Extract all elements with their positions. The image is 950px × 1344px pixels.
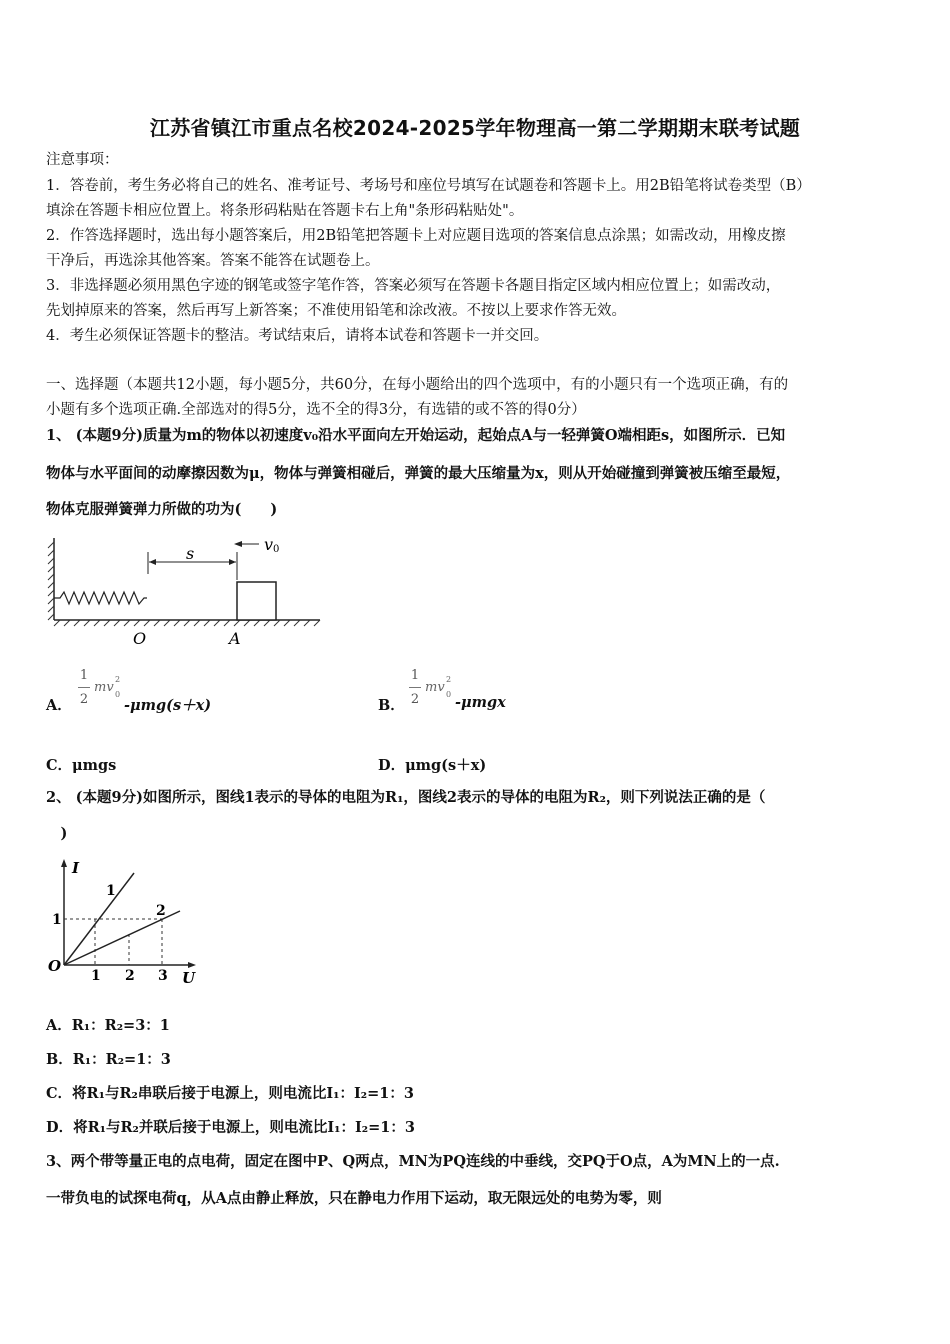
label-O: O [133, 629, 147, 648]
option-d[interactable]: D．将R₁与R₂并联后接于电源上，则电流比I₁：I₂=1：3 [46, 1119, 415, 1136]
x-tick-label: 3 [158, 968, 168, 984]
line-1-label: 1 [106, 883, 116, 899]
mv-sub: 0 [115, 690, 121, 699]
notice-line: 1．答卷前，考生务必将自己的姓名、准考证号、考场号和座位号填写在试题卷和答题卡上。用2B铅笔将试卷类型（B） [46, 178, 811, 194]
fraction-numerator: 1 [410, 668, 420, 683]
spring-block-figure [44, 530, 334, 650]
option-d[interactable]: D．μmg(s＋x) [378, 757, 487, 774]
mv-term: mv [425, 680, 445, 695]
fraction-bar [78, 687, 90, 688]
question-1-text: 1、 (本题9分)质量为m的物体以初速度v₀沿水平面向左开始运动，起始点A与一轻弹簧O端相距s，如图所示．已知 [46, 427, 786, 444]
x-tick-label: 2 [125, 968, 135, 984]
section-heading: 一、选择题（本题共12小题，每小题5分，共60分，在每小题给出的四个选项中，有的小题只有一个选项正确，有的 [46, 377, 789, 393]
iu-graph-figure [44, 855, 204, 990]
question-2-text: 2、 (本题9分)如图所示，图线1表示的导体的电阻为R₁，图线2表示的导体的电阻为R₂，则下列说法正确的是（ [46, 789, 766, 806]
fraction-bar [409, 687, 421, 688]
option-b-letter[interactable]: B． [378, 697, 405, 714]
section-heading: 小题有多个选项正确.全部选对的得5分，选不全的得3分，有选错的或不答的得0分） [46, 402, 586, 418]
notice-heading: 注意事项： [46, 152, 119, 168]
notice-line: 4．考生必须保证答题卡的整洁。考试结束后，请将本试卷和答题卡一并交回。 [46, 328, 549, 344]
axis-label-i: I [72, 859, 80, 877]
notice-line: 干净后，再选涂其他答案。答案不能答在试题卷上。 [46, 253, 380, 269]
label-A: A [229, 629, 241, 648]
origin-label: O [48, 957, 62, 975]
notice-line: 先划掉原来的答案，然后再写上新答案；不准使用铅笔和涂改液。不按以上要求作答无效。 [46, 303, 626, 319]
y-tick-label: 1 [52, 912, 62, 928]
page-title: 江苏省镇江市重点名校2024-2025学年物理高一第二学期期末联考试题 [149, 116, 801, 140]
graph-line-1 [64, 873, 134, 965]
option-c[interactable]: C．将R₁与R₂串联后接于电源上，则电流比I₁：I₂=1：3 [46, 1085, 414, 1102]
fraction-numerator: 1 [79, 668, 89, 683]
mv-term: mv [94, 680, 114, 695]
notice-line: 2．作答选择题时，选出每小题答案后，用2B铅笔把答题卡上对应题目选项的答案信息点涂黑；如需改动，用橡皮擦 [46, 228, 786, 244]
mv-sub: 0 [446, 690, 452, 699]
mv-sup: 2 [115, 675, 121, 684]
option-a-letter[interactable]: A． [46, 697, 72, 714]
question-3-text: 一带负电的试探电荷q，从A点由静止释放，只在静电力作用下运动，取无限远处的电势为零，则 [46, 1190, 662, 1207]
option-a-text: -μmg(s＋x) [124, 697, 212, 714]
axis-label-u: U [182, 969, 196, 987]
question-1-text: 物体与水平面间的动摩擦因数为μ，物体与弹簧相碰后，弹簧的最大压缩量为x，则从开始碰撞到弹簧被压缩至最短， [46, 465, 791, 482]
graph-line-2 [64, 911, 180, 965]
option-b-text: -μmgx [455, 694, 506, 711]
question-1-text: 物体克服弹簧弹力所做的功为( ) [46, 501, 278, 518]
question-2-text: ) [46, 825, 68, 842]
notice-line: 填涂在答题卡相应位置上。将条形码粘贴在答题卡右上角"条形码粘贴处"。 [46, 203, 524, 219]
label-v0: v [264, 535, 274, 554]
fraction-denominator: 2 [79, 692, 89, 707]
option-a[interactable]: A．R₁：R₂=3：1 [46, 1017, 170, 1034]
mv-sup: 2 [446, 675, 452, 684]
label-s: s [186, 544, 195, 563]
option-b[interactable]: B．R₁：R₂=1：3 [46, 1051, 171, 1068]
question-3-text: 3、两个带等量正电的点电荷，固定在图中P、Q两点，MN为PQ连线的中垂线，交PQ于O点，A为MN上的一点. [46, 1153, 780, 1170]
option-c[interactable]: C．μmgs [46, 757, 117, 774]
notice-line: 3．非选择题必须用黑色字迹的钢笔或签字笔作答，答案必须写在答题卡各题目指定区域内相应位置上；如需改动， [46, 278, 781, 294]
label-v0-sub: 0 [273, 544, 280, 555]
line-2-label: 2 [156, 903, 166, 919]
x-tick-label: 1 [91, 968, 101, 984]
fraction-denominator: 2 [410, 692, 420, 707]
